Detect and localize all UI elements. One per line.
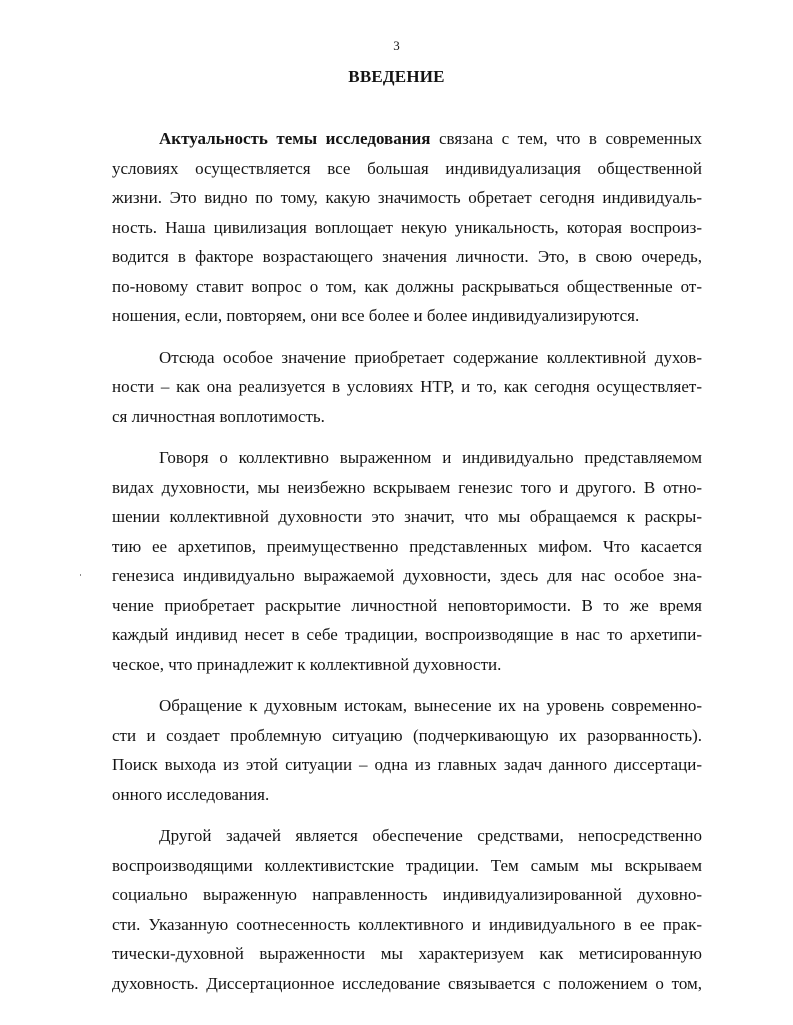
text-line: Обращение к духовным истокам, вынесение их на уровень современно- — [159, 696, 702, 715]
text-line: воспроизводящими коллективистские традиции. Тем самым мы вскрываем — [112, 855, 702, 875]
text-line: генезиса индивидуально выражаемой духовности, здесь для нас особое зна- — [112, 566, 702, 585]
text-line-rest: связана с тем, что в современных — [430, 129, 703, 148]
paragraph-2 — [112, 343, 702, 432]
paragraph-5 — [112, 821, 702, 998]
text-line: тию ее архетипов, преимущественно представленных мифом. Что касается — [112, 536, 702, 556]
text-line: сти и создает проблемную ситуацию (подчеркивающую их разорванность). — [112, 725, 702, 745]
text-line: тически-духовной выраженности мы характеризуем как метисированную — [112, 944, 702, 963]
text-line: каждый индивид несет в себе традиции, воспроизводящие в нас то архетипи- — [112, 625, 702, 644]
body-text — [112, 124, 702, 1010]
text-line: духовность. Диссертационное исследование связывается с положением о том, — [112, 973, 702, 993]
paragraph-4 — [112, 691, 702, 809]
text-line: Поиск выхода из этой ситуации – одна из главных задач данного диссертаци- — [112, 755, 702, 774]
text-line: ся личностная воплотимость. — [112, 406, 325, 426]
scan-mark — [80, 574, 81, 576]
text-line: сти. Указанную соотнесенность коллективного и индивидуального в ее прак- — [112, 914, 702, 934]
text-line: водится в факторе возрастающего значения личности. Это, в свою очередь, — [112, 247, 702, 266]
bold-lead-phrase: Актуальность темы исследования — [159, 129, 431, 148]
text-line: Говоря о коллективно выраженном и индивидуально представляемом — [159, 448, 702, 467]
text-line: онного исследования. — [112, 784, 270, 804]
text-line: чение приобретает раскрытие личностной неповторимости. В то же время — [112, 595, 702, 615]
text-line: жизни. Это видно по тому, какую значимость обретает сегодня индивидуаль- — [112, 188, 702, 207]
page-number: 3 — [393, 38, 400, 53]
text-line: ности – как она реализуется в условиях НТР, и то, как сегодня осуществляет- — [112, 377, 702, 396]
section-heading: ВВЕДЕНИЕ — [348, 67, 445, 86]
text-line: Другой задачей является обеспечение средствами, непосредственно — [159, 826, 702, 845]
text-line — [112, 124, 702, 154]
text-line: социально выраженную направленность индивидуализированной духовно- — [112, 885, 702, 904]
text-line: Отсюда особое значение приобретает содержание коллективной духов- — [159, 347, 702, 367]
text-line: ношения, если, повторяем, они все более и более индивидуализируются. — [112, 306, 640, 325]
text-line: шении коллективной духовности это значит, что мы обращаемся к раскры- — [112, 507, 702, 526]
text-line: ность. Наша цивилизация воплощает некую уникальность, которая воспроиз- — [112, 217, 702, 237]
paragraph-3 — [112, 443, 702, 679]
text-line: видах духовности, мы неизбежно вскрываем генезис того и другого. В отно- — [112, 477, 702, 497]
text-line: по-новому ставит вопрос о том, как должны раскрываться общественные от- — [112, 276, 702, 296]
text-line: ческое, что принадлежит к коллективной духовности. — [112, 654, 502, 674]
paragraph-1 — [112, 124, 702, 331]
text-line: условиях осуществляется все большая индивидуализация общественной — [112, 158, 702, 178]
